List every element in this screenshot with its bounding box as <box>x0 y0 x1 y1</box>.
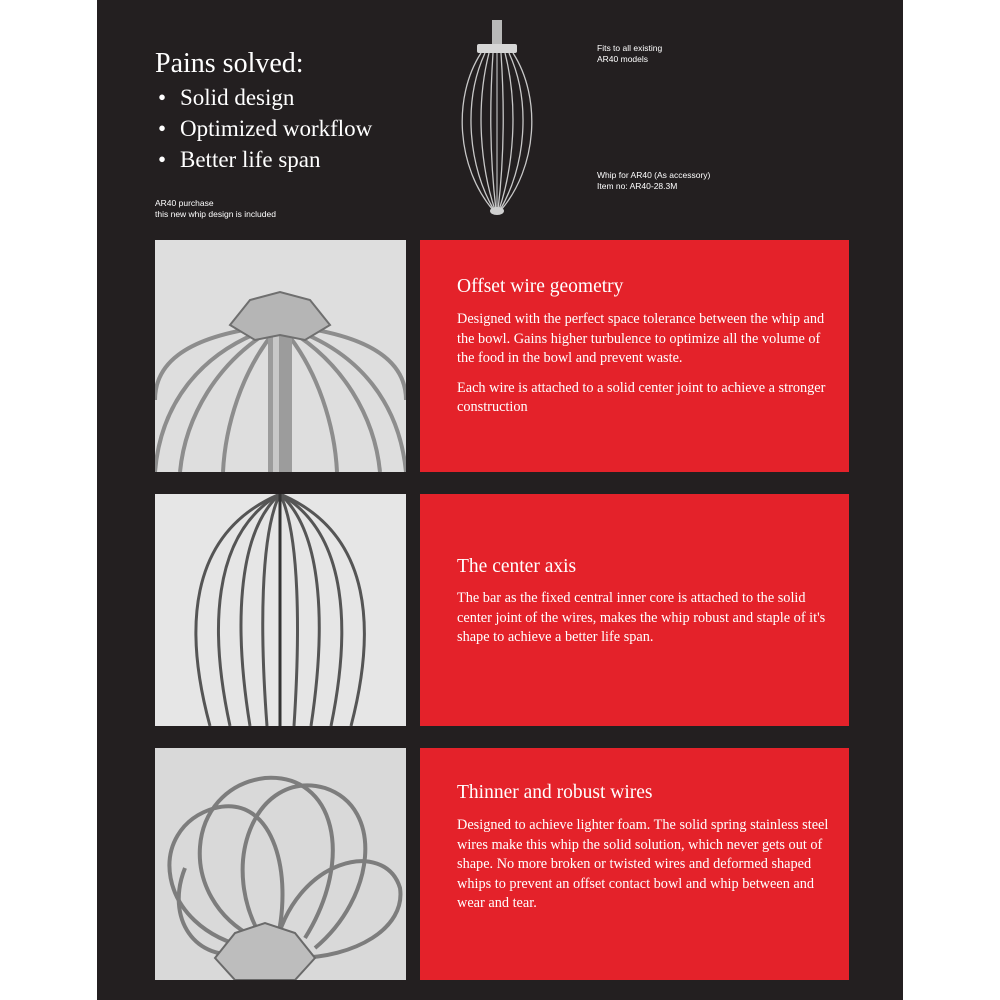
feature-paragraph: The bar as the fixed central inner core is attached to the solid center joint of the wires, makes the whip robust and staple of it's shape to achieve a better life span. <box>457 590 826 645</box>
feature-title: The center axis <box>457 556 577 577</box>
purchase-note <box>155 198 276 220</box>
feature-card-center-axis <box>420 494 849 726</box>
pains-item: • Better life span <box>155 144 372 175</box>
whip-note-line: Whip for AR40 (As accessory) <box>597 170 711 180</box>
pains-item: • Solid design <box>155 82 372 113</box>
feature-card-offset-geometry <box>420 240 849 472</box>
feature-card-robust-wires <box>420 748 849 980</box>
feature-body <box>457 589 832 658</box>
whip-note-line: Item no: AR40-28.3M <box>597 181 678 191</box>
fits-note-line: Fits to all existing <box>597 43 663 53</box>
feature-paragraph: Designed to achieve lighter foam. The solid spring stainless steel wires make this whip the solid solution, which never gets out of shape. No more broken or twisted wires and deformed shaped whips to prevent an offset contact bowl and whip between and wear and tear. <box>457 817 829 911</box>
whip-wires-photo <box>155 748 406 980</box>
pains-list <box>155 82 372 175</box>
whip-accessory-note <box>597 170 710 192</box>
feature-body <box>457 310 832 428</box>
whip-product-image <box>447 18 547 218</box>
feature-paragraph: Each wire is attached to a solid center joint to achieve a stronger construction <box>457 379 826 415</box>
feature-body <box>457 816 832 924</box>
feature-title: Offset wire geometry <box>457 276 624 297</box>
pains-item: • Optimized workflow <box>155 113 372 144</box>
fits-note-line: AR40 models <box>597 54 649 64</box>
feature-paragraph: Designed with the perfect space tolerance between the whip and the bowl. Gains higher turbulence to optimize all the volume of the food in the bowl and prevent waste. <box>457 311 825 366</box>
fits-note <box>597 43 662 65</box>
whip-joint-photo <box>155 240 406 472</box>
purchase-note-line: this new whip design is included <box>155 209 276 219</box>
whip-center-axis-photo <box>155 494 406 726</box>
purchase-note-line: AR40 purchase <box>155 198 214 208</box>
pains-heading: Pains solved: <box>155 48 304 79</box>
feature-title: Thinner and robust wires <box>457 782 653 803</box>
brochure-panel <box>97 0 903 1000</box>
